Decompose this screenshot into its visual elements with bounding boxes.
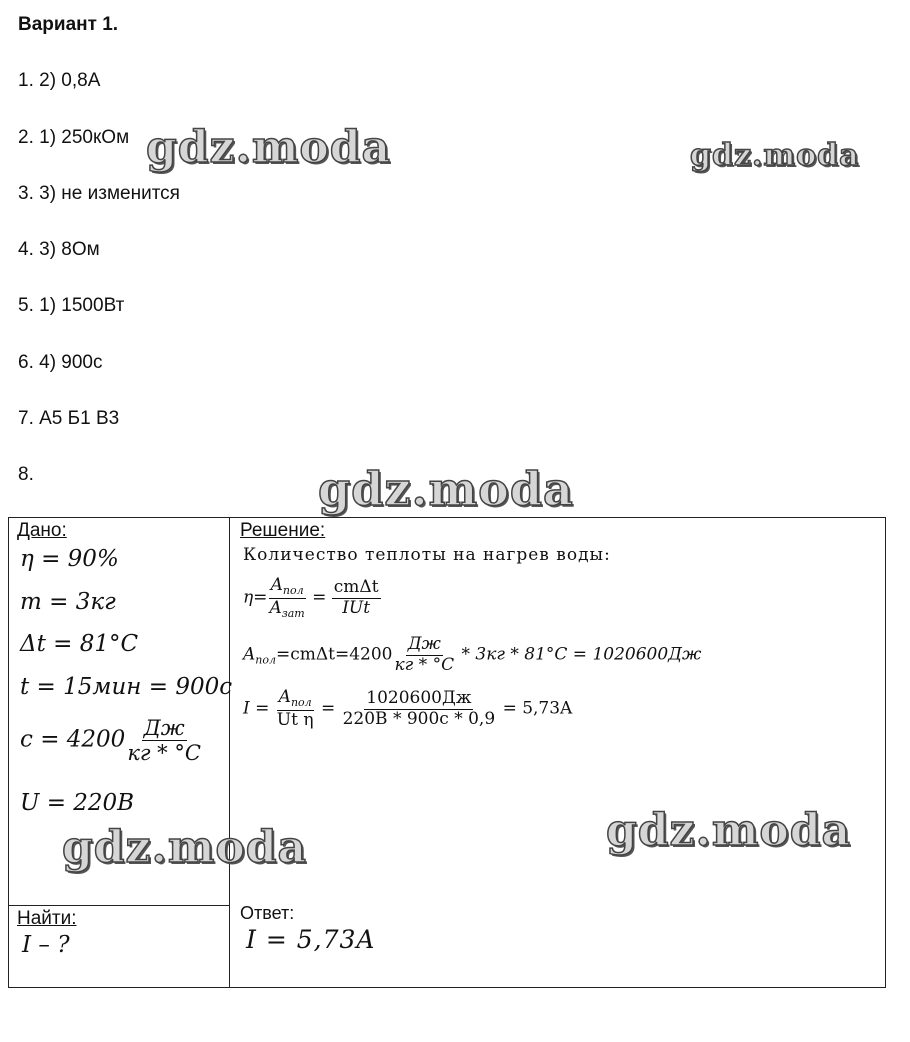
answer-2: 2. 1) 250кОм xyxy=(18,127,130,148)
eq3-f1-num-sub: пол xyxy=(290,696,312,709)
eq2-mid: =cmΔt=4200 xyxy=(276,644,393,665)
eq2-lhs: A xyxy=(243,644,256,665)
eq3-f2-den: 220B * 900c * 0,9 xyxy=(342,708,496,729)
eq3-rhs: = 5,73A xyxy=(502,698,573,719)
given-mass: m = 3кг xyxy=(20,589,116,615)
table-divider-vertical xyxy=(229,517,230,987)
eq1-f1-num-sub: пол xyxy=(282,584,304,597)
answer-3: 3. 3) не изменится xyxy=(18,183,180,204)
find-value: I – ? xyxy=(22,932,70,958)
equation-current xyxy=(243,688,572,730)
given-c-unit-num: Дж xyxy=(143,716,185,740)
given-time: t = 15мин = 900с xyxy=(20,674,233,700)
eq2-rhs: * 3кг * 81°C = 1020600Дж xyxy=(456,644,702,665)
watermark-5: gdz.moda xyxy=(62,822,308,873)
equation-efficiency xyxy=(243,576,381,620)
solution-header: Решение: xyxy=(240,520,326,541)
table-divider-horizontal xyxy=(8,905,230,906)
eq2-unit-num: Дж xyxy=(407,634,441,654)
eq3-f1-den: Ut η xyxy=(276,709,314,730)
answer-6: 6. 4) 900с xyxy=(18,352,103,373)
watermark-2: gdz.moda xyxy=(690,138,860,173)
given-c-value: c = 4200 xyxy=(20,726,126,753)
eq1-f1-den: A xyxy=(269,597,282,618)
eq3-f1-num: A xyxy=(278,687,291,707)
given-voltage: U = 220B xyxy=(20,790,135,816)
eq1-lhs: η= xyxy=(243,587,268,608)
page-title: Вариант 1. xyxy=(18,14,119,35)
solution-intro: Количество теплоты на нагрев воды: xyxy=(243,545,611,565)
answer-8: 8. xyxy=(18,464,34,485)
given-eta: η = 90% xyxy=(20,546,119,572)
eq1-equals: = xyxy=(312,587,327,608)
answer-7: 7. А5 Б1 В3 xyxy=(18,408,120,429)
eq1-f1-den-sub: зат xyxy=(281,606,305,620)
watermark-3: gdz.moda xyxy=(318,462,574,516)
equation-useful-work xyxy=(243,635,701,675)
answer-5: 5. 1) 1500Вт xyxy=(18,295,125,316)
eq2-lhs-sub: пол xyxy=(255,653,276,667)
eq1-f1-num: A xyxy=(270,575,283,595)
eq1-f2-den: IUt xyxy=(342,597,371,618)
eq2-unit-den: кг * °C xyxy=(394,654,455,675)
given-header: Дано: xyxy=(17,520,67,541)
answer-header: Ответ: xyxy=(240,903,295,923)
answer-4: 4. 3) 8Ом xyxy=(18,239,100,260)
answer-1: 1. 2) 0,8А xyxy=(18,70,101,91)
eq3-equals: = xyxy=(320,698,336,719)
find-header: Найти: xyxy=(17,908,77,929)
given-delta-t: Δt = 81°C xyxy=(20,631,139,657)
final-answer: I = 5,73A xyxy=(246,925,376,954)
watermark-1: gdz.moda xyxy=(146,122,392,173)
given-c-unit-den: кг * °C xyxy=(127,741,201,766)
eq3-lhs: I = xyxy=(243,698,270,719)
given-heat-capacity xyxy=(20,716,203,765)
eq3-f2-num: 1020600Дж xyxy=(366,688,472,709)
eq1-f2-num: cmΔt xyxy=(333,577,379,598)
watermark-4: gdz.moda xyxy=(606,805,852,856)
